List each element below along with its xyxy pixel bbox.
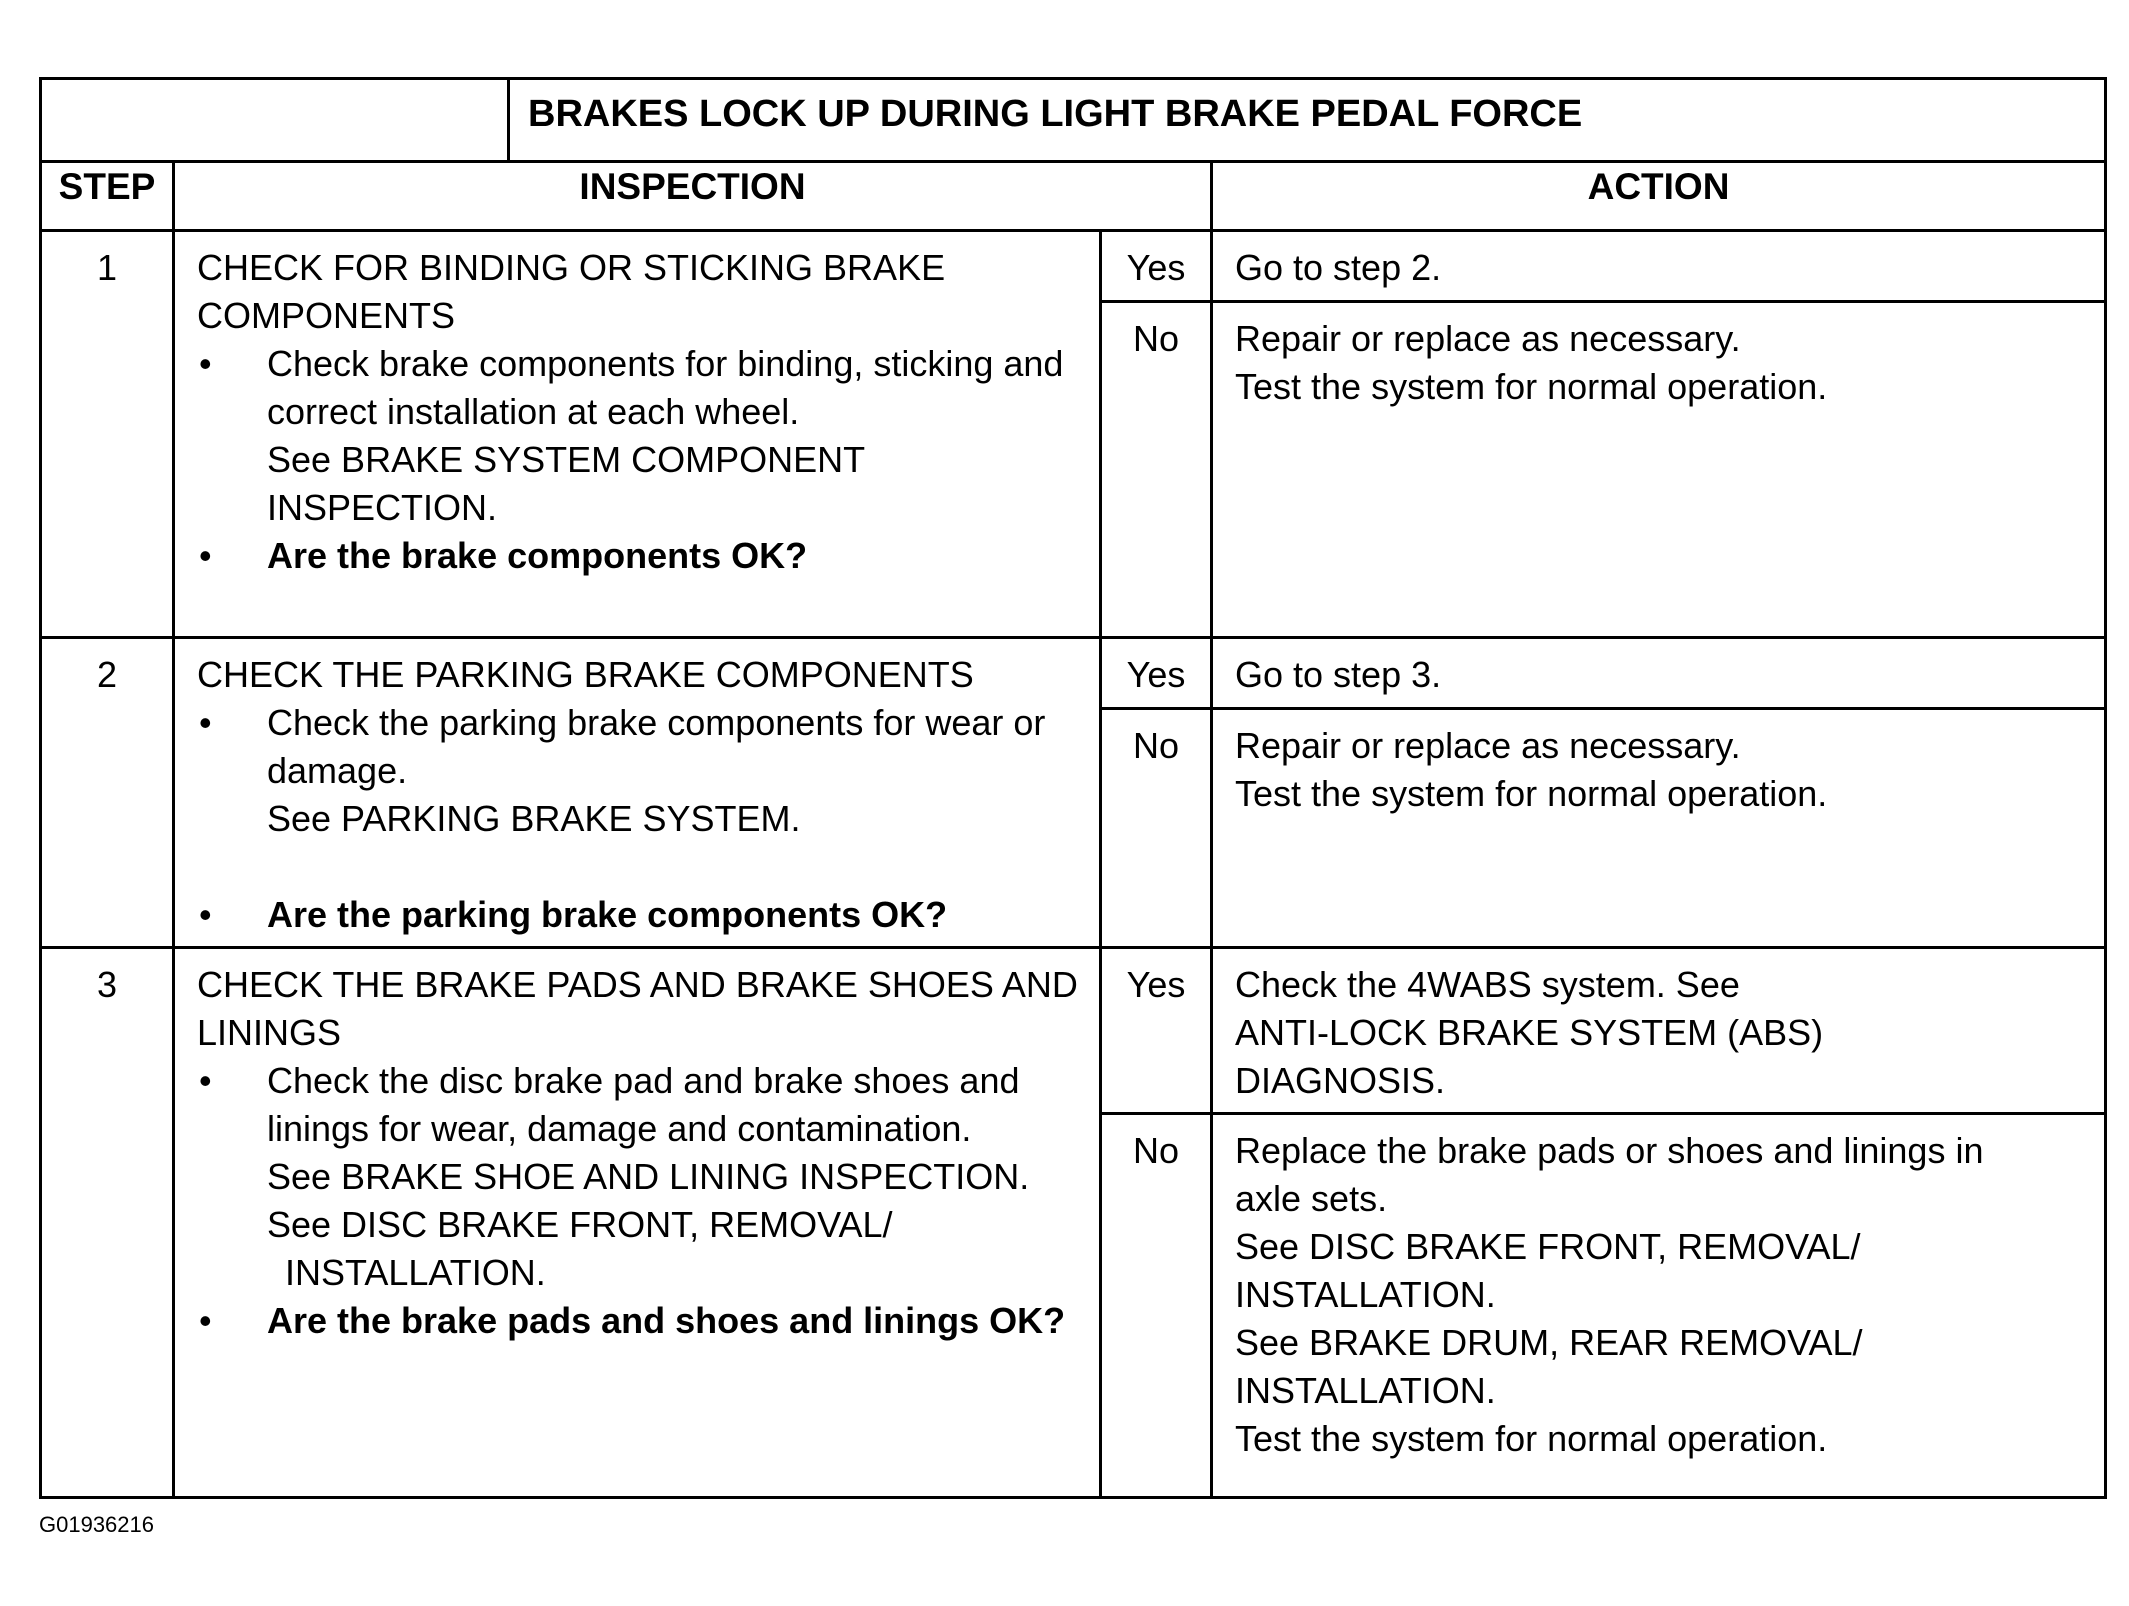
action-line: Check the 4WABS system. See (1235, 964, 1740, 1005)
no-action (1212, 302, 2106, 638)
action-line: Repair or replace as necessary. (1235, 318, 1741, 359)
inspection-bullets (197, 340, 1085, 580)
action-line: Go to step 3. (1235, 654, 1442, 695)
action-line: INSTALLATION. (1235, 1274, 1496, 1315)
bullet-symbol: • (199, 1300, 212, 1341)
inspection-question: Are the brake components OK? (267, 535, 808, 576)
no-action (1212, 709, 2106, 948)
action-line: DIAGNOSIS. (1235, 1060, 1446, 1101)
see-reference: See PARKING BRAKE SYSTEM. (267, 798, 801, 839)
yes-action (1212, 948, 2106, 1114)
bullet-symbol: • (199, 535, 212, 576)
step-2-inspection (174, 638, 1101, 948)
action-line: Test the system for normal operation. (1235, 366, 1828, 407)
see-reference-continued: INSTALLATION. (285, 1252, 546, 1293)
step-number: 1 (41, 231, 174, 638)
yes-label: Yes (1101, 638, 1212, 709)
inspection-heading: CHECK FOR BINDING OR STICKING BRAKE COMPONENTS (197, 247, 946, 336)
see-reference: See BRAKE SHOE AND LINING INSPECTION. (267, 1156, 1030, 1197)
see-reference: See DISC BRAKE FRONT, REMOVAL/ (267, 1204, 893, 1245)
step-1-inspection (174, 231, 1101, 638)
diagnostic-table (39, 77, 2107, 1499)
inspection-bullet (197, 340, 1085, 532)
title-blank-cell (41, 79, 509, 162)
table-title-row (41, 79, 2106, 162)
step-3-inspection (174, 948, 1101, 1498)
inspection-heading: CHECK THE BRAKE PADS AND BRAKE SHOES AND LININGS (197, 964, 1078, 1053)
action-line: Repair or replace as necessary. (1235, 725, 1741, 766)
action-line: axle sets. (1235, 1178, 1388, 1219)
inspection-instruction: Check the parking brake components for wear or damage. (267, 702, 1046, 791)
step-1-yes-row (41, 231, 2106, 302)
figure-id: G01936216 (39, 1512, 154, 1537)
inspection-bullets (197, 699, 1085, 939)
header-step: STEP (41, 162, 174, 231)
inspection-bullet (197, 699, 1085, 891)
yes-label: Yes (1101, 948, 1212, 1114)
action-line: Go to step 2. (1235, 247, 1442, 288)
action-line: Replace the brake pads or shoes and linings in (1235, 1130, 1984, 1171)
step-number: 2 (41, 638, 174, 948)
no-action (1212, 1114, 2106, 1498)
yes-action (1212, 231, 2106, 302)
inspection-instruction: Check brake components for binding, sticking and correct installation at each wheel. (267, 343, 1064, 432)
inspection-question: Are the parking brake components OK? (267, 894, 948, 935)
bullet-symbol: • (199, 702, 212, 743)
inspection-bullets (197, 1057, 1085, 1345)
table-header-row (41, 162, 2106, 231)
action-line: ANTI-LOCK BRAKE SYSTEM (ABS) (1235, 1012, 1824, 1053)
action-line: Test the system for normal operation. (1235, 773, 1828, 814)
bullet-symbol: • (199, 894, 212, 935)
action-line: INSTALLATION. (1235, 1370, 1496, 1411)
no-label: No (1101, 302, 1212, 638)
inspection-question-bullet (197, 891, 1085, 939)
bullet-symbol: • (199, 1060, 212, 1101)
see-reference: See BRAKE SYSTEM COMPONENT INSPECTION. (267, 439, 865, 528)
inspection-heading: CHECK THE PARKING BRAKE COMPONENTS (197, 654, 974, 695)
inspection-question-bullet (197, 532, 1085, 580)
yes-label: Yes (1101, 231, 1212, 302)
bullet-symbol: • (199, 343, 212, 384)
action-line: See BRAKE DRUM, REAR REMOVAL/ (1235, 1322, 1863, 1363)
no-label: No (1101, 1114, 1212, 1498)
step-2-yes-row (41, 638, 2106, 709)
step-3-yes-row (41, 948, 2106, 1114)
action-line: See DISC BRAKE FRONT, REMOVAL/ (1235, 1226, 1861, 1267)
blank-line (267, 843, 1085, 891)
inspection-question: Are the brake pads and shoes and linings OK? (267, 1300, 1066, 1341)
header-inspection: INSPECTION (174, 162, 1212, 231)
inspection-bullet (197, 1057, 1085, 1297)
header-action: ACTION (1212, 162, 2106, 231)
action-line: Test the system for normal operation. (1235, 1418, 1828, 1459)
inspection-question-bullet (197, 1297, 1085, 1345)
table-title: BRAKES LOCK UP DURING LIGHT BRAKE PEDAL FORCE (509, 79, 2106, 162)
step-number: 3 (41, 948, 174, 1498)
inspection-instruction: Check the disc brake pad and brake shoes and linings for wear, damage and contamination. (267, 1060, 1020, 1149)
no-label: No (1101, 709, 1212, 948)
yes-action (1212, 638, 2106, 709)
